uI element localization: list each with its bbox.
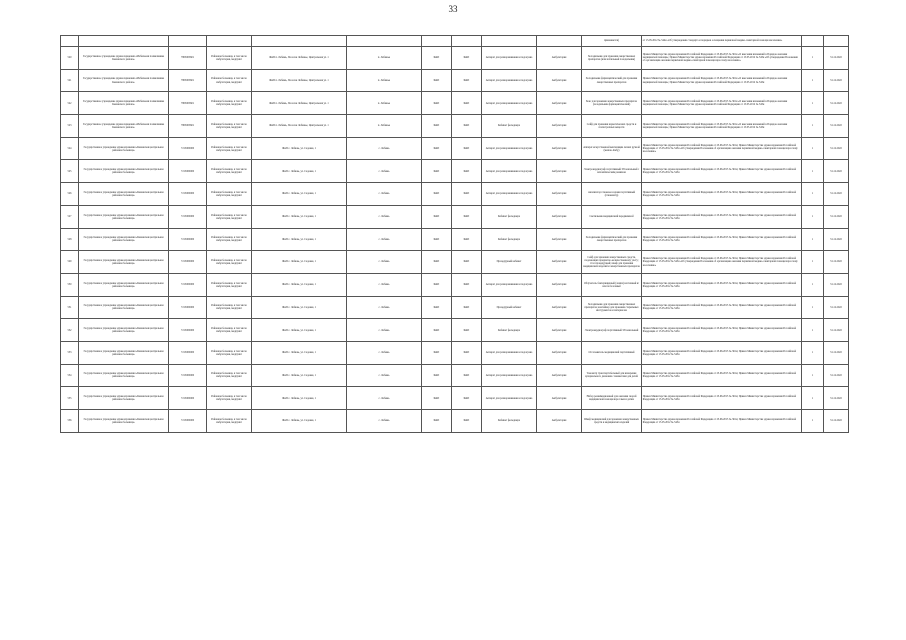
cell-equipment xyxy=(482,36,537,47)
cell-num: 530 xyxy=(61,273,79,296)
cell-qty: 1 xyxy=(802,183,824,206)
cell-equipment: Аппарат для размораживания и подогрева xyxy=(482,160,537,183)
table-row xyxy=(61,387,849,410)
cell-org: Государственное учреждение здравоохранения «Кеменская центральная районная больница» xyxy=(79,160,169,183)
table-row xyxy=(61,137,849,160)
table-row xyxy=(61,410,849,433)
cell-settlement: п. Лебяжье xyxy=(347,69,422,92)
cell-qty: 1 xyxy=(802,296,824,319)
cell-inn: 7805005601 xyxy=(169,92,207,115)
cell-date: 31.12.2022 xyxy=(824,410,849,433)
cell-position: Районная больница, в том числе амбулатория, медпункт xyxy=(207,92,252,115)
cell-unit: ФАП xyxy=(452,251,482,274)
cell-unit: ФАП xyxy=(452,296,482,319)
cell-address: ФАП с. Лебяжь, ул. Садовая, 1 xyxy=(252,410,347,433)
cell-position: Районная больница, в том числе амбулатория, медпункт xyxy=(207,319,252,342)
cell-note: Амбулатория xyxy=(537,115,582,138)
cell-basis: Приказ Министерства здравоохранения Российской Федерации от 23.06.2015 № 361н «О внесении изменений в Порядок оказания медицинской помощи»; Приказ Министерства здравоохранения Российской Федерации от 15.05.2012 № 543н «Об утверждении Положения об организации оказания первичной медико-санитарной помощи взрослому населению» xyxy=(642,47,802,70)
cell-purpose: Электрокардиограф портативный 3/6 канальный с автоматическим режимом xyxy=(582,160,642,183)
table-row xyxy=(61,296,849,319)
cell-org: Государственное учреждение здравоохранения «Кеменская центральная районная больница» xyxy=(79,205,169,228)
cell-note: Амбулатория xyxy=(537,387,582,410)
cell-code: ФАП xyxy=(422,319,452,342)
cell-inn: 7215000000 xyxy=(169,228,207,251)
cell-settlement: с. Лебяжь xyxy=(347,160,422,183)
cell-inn: 7215000000 xyxy=(169,160,207,183)
cell-settlement: п. Лебяжье xyxy=(347,47,422,70)
cell-basis: Приказ Министерства здравоохранения Российской Федерации от 23.06.2015 № 361н; Приказ Министерства здравоохранения Российской Федерации от 15.05.2012 № 543н xyxy=(642,183,802,206)
equipment-table-sheet xyxy=(60,35,848,610)
cell-inn: 7215000000 xyxy=(169,251,207,274)
cell-purpose: применяется) xyxy=(582,36,642,47)
cell-basis: Приказ Министерства здравоохранения Российской Федерации от 23.06.2015 № 361н; Приказ Министерства здравоохранения Российской Федерации от 15.05.2012 № 543н xyxy=(642,205,802,228)
cell-code: ФАП xyxy=(422,47,452,70)
cell-code: ФАП xyxy=(422,183,452,206)
cell-note: Амбулатория xyxy=(537,160,582,183)
cell-position: Районная больница, в том числе амбулатория, медпункт xyxy=(207,160,252,183)
equipment-table xyxy=(60,35,849,433)
cell-equipment: Аппарат для размораживания и подогрева xyxy=(482,341,537,364)
cell-num: 526 xyxy=(61,183,79,206)
cell-code: ФАП xyxy=(422,341,452,364)
cell-basis: Приказ Министерства здравоохранения Российской Федерации от 23.06.2015 № 361н; Приказ Министерства здравоохранения Российской Федерации от 15.05.2012 № 543н xyxy=(642,387,802,410)
cell-address: ФАП с. Лебяжь, ул. Садовая, 1 xyxy=(252,183,347,206)
cell-equipment: Аппарат для размораживания и подогрева xyxy=(482,47,537,70)
cell-purpose: Отсасыватель медицинский портативный xyxy=(582,341,642,364)
cell-org: Государственное учреждение здравоохранения «Кеменская центральная районная больница» xyxy=(79,410,169,433)
cell-inn: 7215000000 xyxy=(169,273,207,296)
cell-settlement xyxy=(347,36,422,47)
cell-basis: Приказ Министерства здравоохранения Российской Федерации от 23.06.2015 № 361н; Приказ Министерства здравоохранения Российской Федерации от 15.05.2012 № 543н xyxy=(642,410,802,433)
table-body xyxy=(61,36,849,433)
cell-settlement: с. Лебяжь xyxy=(347,205,422,228)
cell-org: Государственное учреждение здравоохранения «Кеменская центральная районная больница» xyxy=(79,228,169,251)
cell-address: ФАП с. Лебяжь, ул. Садовая, 1 xyxy=(252,205,347,228)
cell-address: ФАП п. Лебяжь, Поселок Лебяжье, Центральная ул. 1 xyxy=(252,47,347,70)
table-row xyxy=(61,341,849,364)
cell-inn: 7215000000 xyxy=(169,183,207,206)
cell-num: 527 xyxy=(61,205,79,228)
cell-address: ФАП п. Лебяжь, Поселок Лебяжье, Центральная ул. 1 xyxy=(252,115,347,138)
cell-purpose: Светильник медицинский передвижной xyxy=(582,205,642,228)
cell-num: 523 xyxy=(61,115,79,138)
cell-purpose: Бокс для хранения лекарственных препаратов (холодильник фармацевтический) xyxy=(582,92,642,115)
cell-qty: 1 xyxy=(802,251,824,274)
cell-equipment: Процедурный кабинет xyxy=(482,251,537,274)
cell-purpose: Сейф для хранения наркотических средств и психотропных веществ xyxy=(582,115,642,138)
cell-code: ФАП xyxy=(422,296,452,319)
table-row xyxy=(61,205,849,228)
cell-purpose: Анализатор глюкозы в крови портативный (глюкометр) xyxy=(582,183,642,206)
cell-code: ФАП xyxy=(422,160,452,183)
cell-note: Амбулатория xyxy=(537,273,582,296)
cell-purpose: Шкаф медицинский для хранения лекарственных средств и медицинских изделий xyxy=(582,410,642,433)
cell-settlement: п. Лебяжье xyxy=(347,115,422,138)
cell-note: Амбулатория xyxy=(537,341,582,364)
cell-unit: ФАП xyxy=(452,387,482,410)
cell-org: Государственное учреждение здравоохранения «Кеменская центральная районная больница» xyxy=(79,319,169,342)
cell-address: ФАП с. Лебяжь, ул. Садовая, 1 xyxy=(252,160,347,183)
cell-org: Государственное учреждение здравоохранения «Кеменская центральная районная больница» xyxy=(79,296,169,319)
cell-purpose: Аппарат искусственной вентиляции легких ручной (мешок Амбу) xyxy=(582,137,642,160)
cell-position: Районная больница, в том числе амбулатория, медпункт xyxy=(207,69,252,92)
cell-inn xyxy=(169,36,207,47)
cell-equipment: Аппарат для размораживания и подогрева xyxy=(482,364,537,387)
cell-settlement: с. Лебяжь xyxy=(347,228,422,251)
cell-position: Районная больница, в том числе амбулатория, медпункт xyxy=(207,273,252,296)
cell-qty: 1 xyxy=(802,319,824,342)
table-row xyxy=(61,115,849,138)
cell-address: ФАП с. Лебяжь, ул. Садовая, 1 xyxy=(252,137,347,160)
cell-inn: 7805005601 xyxy=(169,69,207,92)
cell-purpose: Холодильник фармацевтический для хранения лекарственных препаратов xyxy=(582,228,642,251)
cell-basis: Приказ Министерства здравоохранения Российской Федерации от 23.06.2015 № 361н; Приказ Министерства здравоохранения Российской Федерации от 15.05.2012 № 543н xyxy=(642,273,802,296)
cell-position: Районная больница, в том числе амбулатория, медпункт xyxy=(207,137,252,160)
cell-unit: ФАП xyxy=(452,115,482,138)
cell-note: Амбулатория xyxy=(537,410,582,433)
cell-equipment: Кабинет фельдшера xyxy=(482,115,537,138)
cell-unit: ФАП xyxy=(452,137,482,160)
cell-basis: Приказ Министерства здравоохранения Российской Федерации от 23.06.2015 № 361н «О внесении изменений в Порядок оказания медицинской помощи»; Приказ Министерства здравоохранения Российской Федерации от 15.05.2012 № 543н xyxy=(642,92,802,115)
cell-code xyxy=(422,36,452,47)
cell-purpose: Холодильник для хранения лекарственных препаратов; контейнер для хранения стерильных инструментов и материалов xyxy=(582,296,642,319)
cell-inn: 7215000000 xyxy=(169,205,207,228)
cell-address: ФАП с. Лебяжь, ул. Садовая, 1 xyxy=(252,273,347,296)
cell-num: 524 xyxy=(61,137,79,160)
cell-unit: ФАП xyxy=(452,364,482,387)
cell-settlement: с. Лебяжь xyxy=(347,410,422,433)
cell-inn: 7215000000 xyxy=(169,387,207,410)
cell-date xyxy=(824,36,849,47)
cell-equipment: Кабинет фельдшера xyxy=(482,228,537,251)
cell-org: Государственное учреждение здравоохранения «Мобильная поликлиника Кеменского района» xyxy=(79,115,169,138)
cell-equipment: Аппарат для размораживания и подогрева xyxy=(482,183,537,206)
cell-address: ФАП с. Лебяжь, ул. Садовая, 1 xyxy=(252,228,347,251)
cell-position: Районная больница, в том числе амбулатория, медпункт xyxy=(207,387,252,410)
cell-position: Районная больница, в том числе амбулатория, медпункт xyxy=(207,183,252,206)
cell-qty: 1 xyxy=(802,47,824,70)
cell-purpose: Сейф для хранения лекарственных средств, подлежащих предметно-количественному учету; стол процедурный; шкаф для хранения медицинских изделий и лекарственных препаратов xyxy=(582,251,642,274)
cell-note: Амбулатория xyxy=(537,228,582,251)
cell-equipment: Аппарат для размораживания и подогрева xyxy=(482,92,537,115)
cell-code: ФАП xyxy=(422,115,452,138)
cell-unit: ФАП xyxy=(452,410,482,433)
cell-position: Районная больница, в том числе амбулатория, медпункт xyxy=(207,296,252,319)
cell-equipment: Аппарат для размораживания и подогрева xyxy=(482,387,537,410)
cell-org: Государственное учреждение здравоохранения «Кеменская центральная районная больница» xyxy=(79,364,169,387)
cell-position xyxy=(207,36,252,47)
cell-purpose: Тонометр транспортабельный для измерения артериального давления с манжетами для детей xyxy=(582,364,642,387)
cell-code: ФАП xyxy=(422,69,452,92)
cell-qty: 1 xyxy=(802,364,824,387)
cell-note: Амбулатория xyxy=(537,296,582,319)
cell-basis: Приказ Министерства здравоохранения Российской Федерации от 23.06.2015 № 361н; Приказ Министерства здравоохранения Российской Федерации от 15.05.2012 № 543н xyxy=(642,160,802,183)
cell-qty: 1 xyxy=(802,410,824,433)
cell-qty: 1 xyxy=(802,69,824,92)
cell-basis: Приказ Министерства здравоохранения Российской Федерации от 23.06.2015 № 361н; Приказ Министерства здравоохранения Российской Федерации от 15.05.2012 № 543н «Об утверждении Положения об организации оказания первичной медико-санитарной помощи взрослому населению» xyxy=(642,251,802,274)
cell-note: Амбулатория xyxy=(537,47,582,70)
cell-unit: ФАП xyxy=(452,92,482,115)
cell-address: ФАП с. Лебяжь, ул. Садовая, 1 xyxy=(252,251,347,274)
cell-position: Районная больница, в том числе амбулатория, медпункт xyxy=(207,341,252,364)
table-row xyxy=(61,319,849,342)
cell-date: 31.12.2022 xyxy=(824,160,849,183)
cell-qty: 1 xyxy=(802,228,824,251)
cell-address xyxy=(252,36,347,47)
cell-note: Амбулатория xyxy=(537,137,582,160)
cell-unit: ФАП xyxy=(452,47,482,70)
cell-date: 31.12.2022 xyxy=(824,69,849,92)
cell-num: 528 xyxy=(61,228,79,251)
cell-org: Государственное учреждение здравоохранения «Мобильная поликлиника Кеменского района» xyxy=(79,69,169,92)
cell-position: Районная больница, в том числе амбулатория, медпункт xyxy=(207,47,252,70)
cell-settlement: с. Лебяжь xyxy=(347,273,422,296)
cell-date: 31.12.2022 xyxy=(824,137,849,160)
cell-equipment: Кабинет фельдшера xyxy=(482,319,537,342)
cell-num: 520 xyxy=(61,47,79,70)
cell-purpose: Холодильник для хранения лекарственных препаратов (или мобильный холодильник) xyxy=(582,47,642,70)
continuation-row xyxy=(61,36,849,47)
table-row xyxy=(61,92,849,115)
cell-date: 31.12.2022 xyxy=(824,341,849,364)
cell-basis: Приказ Министерства здравоохранения Российской Федерации от 23.06.2015 № 361н; Приказ Министерства здравоохранения Российской Федерации от 15.05.2012 № 543н «Об утверждении Положения об организации оказания первичной медико-санитарной помощи взрослому населению» xyxy=(642,137,802,160)
cell-code: ФАП xyxy=(422,387,452,410)
cell-settlement: с. Лебяжь xyxy=(347,251,422,274)
cell-unit xyxy=(452,36,482,47)
cell-inn: 7805005601 xyxy=(169,47,207,70)
page-number: 33 xyxy=(448,4,458,14)
cell-unit: ФАП xyxy=(452,69,482,92)
cell-settlement: с. Лебяжь xyxy=(347,319,422,342)
cell-inn: 7215000000 xyxy=(169,296,207,319)
cell-settlement: с. Лебяжь xyxy=(347,387,422,410)
cell-code: ФАП xyxy=(422,364,452,387)
cell-org: Государственное учреждение здравоохранения «Мобильная поликлиника Кеменского района» xyxy=(79,47,169,70)
cell-note: Амбулатория xyxy=(537,319,582,342)
table-row xyxy=(61,183,849,206)
cell-num: 521 xyxy=(61,69,79,92)
cell-code: ФАП xyxy=(422,273,452,296)
cell-settlement: п. Лебяжье xyxy=(347,92,422,115)
cell-date: 31.12.2022 xyxy=(824,273,849,296)
cell-position: Районная больница, в том числе амбулатория, медпункт xyxy=(207,251,252,274)
cell-org: Государственное учреждение здравоохранения «Кеменская центральная районная больница» xyxy=(79,251,169,274)
cell-unit: ФАП xyxy=(452,341,482,364)
cell-basis: Приказ Министерства здравоохранения Российской Федерации от 23.06.2015 № 361н «О внесении изменений в Порядок оказания медицинской помощи»; Приказ Министерства здравоохранения Российской Федерации от 15.05.2012 № 543н xyxy=(642,115,802,138)
cell-org: Государственное учреждение здравоохранения «Кеменская центральная районная больница» xyxy=(79,273,169,296)
cell-address: ФАП п. Лебяжь, Поселок Лебяжье, Центральная ул. 1 xyxy=(252,92,347,115)
cell-num: 535 xyxy=(61,387,79,410)
cell-basis: от 15.05.2012 № 544н «Об утверждении стандарта и порядков оснащения первичной медико-санитарной помощи населению» xyxy=(642,36,802,47)
cell-address: ФАП с. Лебяжь, ул. Садовая, 1 xyxy=(252,341,347,364)
cell-code: ФАП xyxy=(422,137,452,160)
cell-unit: ФАП xyxy=(452,273,482,296)
cell-qty xyxy=(802,36,824,47)
cell-inn: 7215000000 xyxy=(169,410,207,433)
cell-num: 531 xyxy=(61,296,79,319)
table-row xyxy=(61,251,849,274)
cell-purpose: Электрокардиограф портативный 3/6 канальный xyxy=(582,319,642,342)
cell-date: 31.12.2022 xyxy=(824,319,849,342)
cell-qty: 1 xyxy=(802,115,824,138)
cell-unit: ФАП xyxy=(452,205,482,228)
cell-code: ФАП xyxy=(422,205,452,228)
cell-qty: 1 xyxy=(802,341,824,364)
cell-note: Амбулатория xyxy=(537,92,582,115)
cell-purpose: Облучатель бактерицидный (лампа) настенный и/или потолочный xyxy=(582,273,642,296)
cell-position: Районная больница, в том числе амбулатория, медпункт xyxy=(207,115,252,138)
cell-basis: Приказ Министерства здравоохранения Российской Федерации от 23.06.2015 № 361н; Приказ Министерства здравоохранения Российской Федерации от 15.05.2012 № 543н xyxy=(642,341,802,364)
table-row xyxy=(61,47,849,70)
cell-note: Амбулатория xyxy=(537,251,582,274)
cell-date: 31.12.2022 xyxy=(824,296,849,319)
cell-position: Районная больница, в том числе амбулатория, медпункт xyxy=(207,364,252,387)
cell-unit: ФАП xyxy=(452,183,482,206)
cell-num: 522 xyxy=(61,92,79,115)
cell-settlement: с. Лебяжь xyxy=(347,364,422,387)
cell-unit: ФАП xyxy=(452,228,482,251)
cell-settlement: с. Лебяжь xyxy=(347,341,422,364)
cell-code: ФАП xyxy=(422,410,452,433)
cell-address: ФАП с. Лебяжь, ул. Садовая, 1 xyxy=(252,296,347,319)
cell-num: 525 xyxy=(61,160,79,183)
cell-note: Амбулатория xyxy=(537,69,582,92)
cell-date: 31.12.2022 xyxy=(824,228,849,251)
cell-equipment: Кабинет фельдшера xyxy=(482,205,537,228)
cell-basis: Приказ Министерства здравоохранения Российской Федерации от 23.06.2015 № 361н; Приказ Министерства здравоохранения Российской Федерации от 15.05.2012 № 543н xyxy=(642,364,802,387)
cell-basis: Приказ Министерства здравоохранения Российской Федерации от 23.06.2015 № 361н; Приказ Министерства здравоохранения Российской Федерации от 15.05.2012 № 543н xyxy=(642,296,802,319)
cell-org: Государственное учреждение здравоохранения «Кеменская центральная районная больница» xyxy=(79,387,169,410)
cell-org: Государственное учреждение здравоохранения «Кеменская центральная районная больница» xyxy=(79,183,169,206)
cell-qty: 1 xyxy=(802,137,824,160)
cell-address: ФАП с. Лебяжь, ул. Садовая, 1 xyxy=(252,319,347,342)
cell-date: 31.12.2022 xyxy=(824,205,849,228)
cell-note: Амбулатория xyxy=(537,205,582,228)
cell-basis: Приказ Министерства здравоохранения Российской Федерации от 23.06.2015 № 361н; Приказ Министерства здравоохранения Российской Федерации от 15.05.2012 № 543н xyxy=(642,228,802,251)
cell-qty: 1 xyxy=(802,92,824,115)
cell-position: Районная больница, в том числе амбулатория, медпункт xyxy=(207,410,252,433)
cell-basis: Приказ Министерства здравоохранения Российской Федерации от 23.06.2015 № 361н; Приказ Министерства здравоохранения Российской Федерации от 15.05.2012 № 543н xyxy=(642,319,802,342)
cell-inn: 7215000000 xyxy=(169,364,207,387)
cell-qty: 1 xyxy=(802,387,824,410)
cell-equipment: Аппарат для размораживания и подогрева xyxy=(482,137,537,160)
cell-qty: 1 xyxy=(802,205,824,228)
cell-qty: 1 xyxy=(802,273,824,296)
cell-date: 31.12.2022 xyxy=(824,183,849,206)
cell-settlement: с. Лебяжь xyxy=(347,137,422,160)
cell-address: ФАП с. Лебяжь, ул. Садовая, 1 xyxy=(252,387,347,410)
cell-org: Государственное учреждение здравоохранения «Мобильная поликлиника Кеменского района» xyxy=(79,92,169,115)
cell-unit: ФАП xyxy=(452,319,482,342)
table-row xyxy=(61,69,849,92)
cell-position: Районная больница, в том числе амбулатория, медпункт xyxy=(207,205,252,228)
table-row xyxy=(61,228,849,251)
cell-date: 31.12.2022 xyxy=(824,115,849,138)
cell-code: ФАП xyxy=(422,92,452,115)
cell-qty: 1 xyxy=(802,160,824,183)
cell-date: 31.12.2022 xyxy=(824,364,849,387)
cell-org: Государственное учреждение здравоохранения «Кеменская центральная районная больница» xyxy=(79,137,169,160)
cell-num: 536 xyxy=(61,410,79,433)
cell-position: Районная больница, в том числе амбулатория, медпункт xyxy=(207,228,252,251)
cell-inn: 7215000000 xyxy=(169,341,207,364)
cell-purpose: Холодильник фармацевтический для хранения лекарственных препаратов xyxy=(582,69,642,92)
table-row xyxy=(61,160,849,183)
cell-code: ФАП xyxy=(422,228,452,251)
cell-note xyxy=(537,36,582,47)
table-row xyxy=(61,273,849,296)
cell-settlement: с. Лебяжь xyxy=(347,183,422,206)
cell-code: ФАП xyxy=(422,251,452,274)
cell-date: 31.12.2022 xyxy=(824,92,849,115)
cell-inn: 7215000000 xyxy=(169,137,207,160)
cell-equipment: Аппарат для размораживания и подогрева xyxy=(482,273,537,296)
cell-equipment: Процедурный кабинет xyxy=(482,296,537,319)
cell-note: Амбулатория xyxy=(537,364,582,387)
cell-num: 534 xyxy=(61,364,79,387)
cell-date: 31.12.2022 xyxy=(824,387,849,410)
cell-purpose: Набор реанимационный для оказания скорой медицинской помощи взрослым и детям xyxy=(582,387,642,410)
cell-inn: 7215000000 xyxy=(169,319,207,342)
cell-address: ФАП п. Лебяжь, Поселок Лебяжье, Центральная ул. 1 xyxy=(252,69,347,92)
cell-equipment: Кабинет фельдшера xyxy=(482,410,537,433)
cell-settlement: с. Лебяжь xyxy=(347,296,422,319)
cell-unit: ФАП xyxy=(452,160,482,183)
table-row xyxy=(61,364,849,387)
cell-date: 31.12.2022 xyxy=(824,47,849,70)
cell-num: 533 xyxy=(61,341,79,364)
cell-equipment: Аппарат для размораживания и подогрева xyxy=(482,69,537,92)
cell-note: Амбулатория xyxy=(537,183,582,206)
cell-address: ФАП с. Лебяжь, ул. Садовая, 1 xyxy=(252,364,347,387)
cell-basis: Приказ Министерства здравоохранения Российской Федерации от 23.06.2015 № 361н «О внесении изменений в Порядок оказания медицинской помощи»; Приказ Министерства здравоохранения Российской Федерации от 15.05.2012 № 543н xyxy=(642,69,802,92)
cell-num: 532 xyxy=(61,319,79,342)
cell-num xyxy=(61,36,79,47)
cell-inn: 7805005601 xyxy=(169,115,207,138)
cell-org xyxy=(79,36,169,47)
cell-date: 31.12.2022 xyxy=(824,251,849,274)
cell-org: Государственное учреждение здравоохранения «Кеменская центральная районная больница» xyxy=(79,341,169,364)
cell-num: 529 xyxy=(61,251,79,274)
